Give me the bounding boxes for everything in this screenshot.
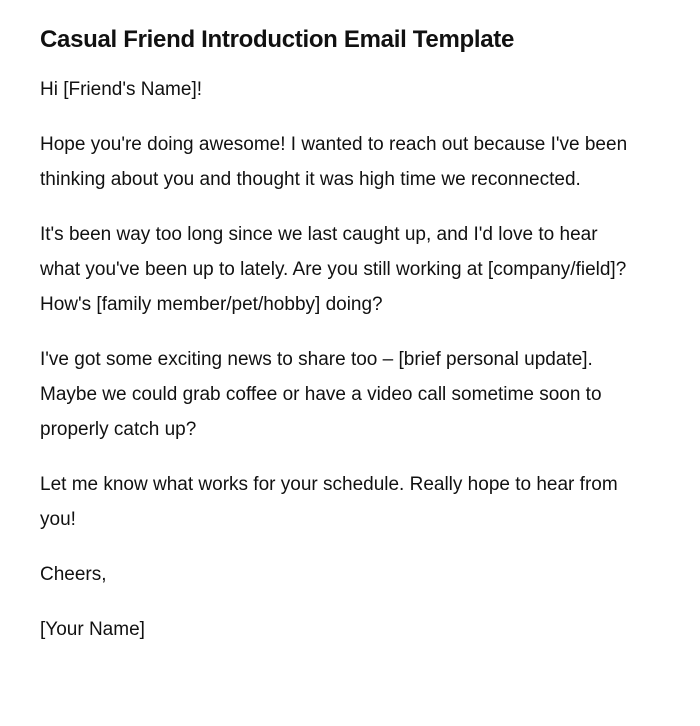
catch-up-paragraph: It's been way too long since we last caught up, and I'd love to hear what you've been up to lately. Are you still working at [company/field]? How's [family member/pet/hobby] doing? <box>40 224 627 315</box>
closing-paragraph: Let me know what works for your schedule. Really hope to hear from you! <box>40 474 618 530</box>
greeting-paragraph: Hi [Friend's Name]! <box>40 79 203 100</box>
opening-paragraph: Hope you're doing awesome! I wanted to reach out because I've been thinking about you and thought it was high time we reconnected. <box>40 134 628 190</box>
email-template-document <box>40 23 630 667</box>
sign-off: Cheers, <box>40 564 107 585</box>
news-paragraph: I've got some exciting news to share too – [brief personal update]. Maybe we could grab coffee or have a video call sometime soon to properly catch up? <box>40 349 602 440</box>
document-title: Casual Friend Introduction Email Template <box>40 26 514 53</box>
signature-name: [Your Name] <box>40 619 145 640</box>
